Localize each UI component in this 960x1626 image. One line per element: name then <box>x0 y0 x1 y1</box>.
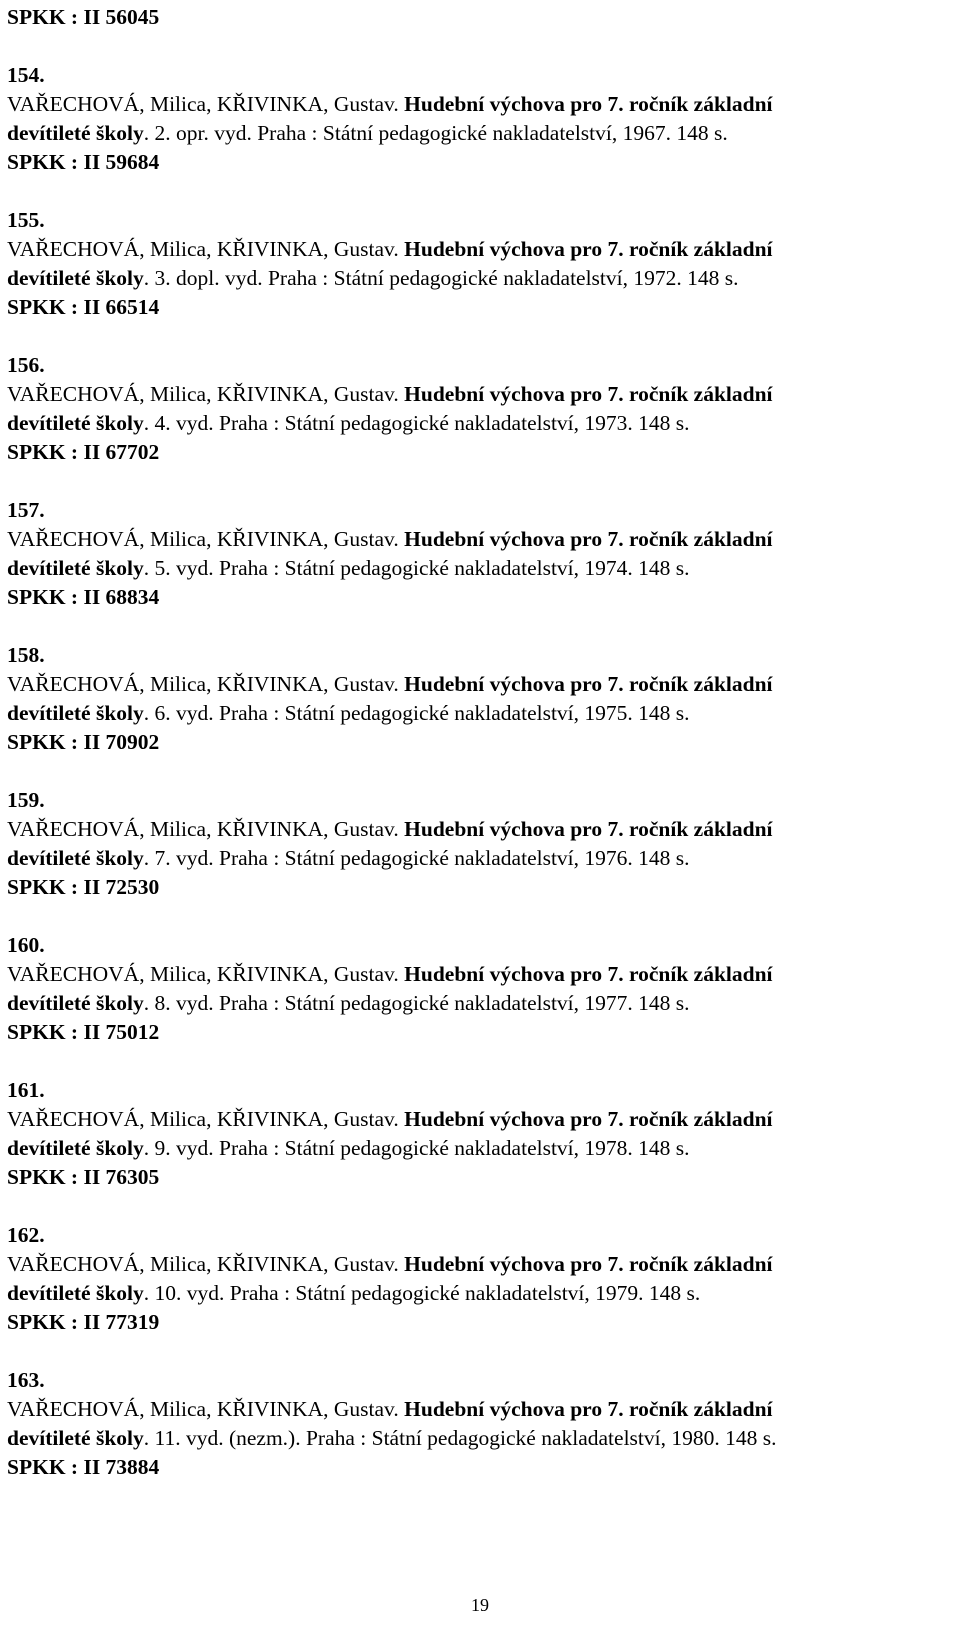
entry-shelfmark: SPKK : II 67702 <box>7 440 160 464</box>
entry-authors: VAŘECHOVÁ, Milica, KŘIVINKA, Gustav. <box>7 1397 399 1421</box>
entry-authors: VAŘECHOVÁ, Milica, KŘIVINKA, Gustav. <box>7 1252 399 1276</box>
entry-publication-line <box>7 1424 952 1453</box>
entry-authors: VAŘECHOVÁ, Milica, KŘIVINKA, Gustav. <box>7 817 399 841</box>
entry-shelfmark: SPKK : II 77319 <box>7 1310 160 1334</box>
entry-authors-title-line <box>7 525 952 554</box>
entry-shelfmark: SPKK : II 68834 <box>7 585 160 609</box>
bibliography-entry <box>7 1221 952 1337</box>
bibliography-entry <box>7 351 952 467</box>
entry-title: Hudební výchova pro 7. ročník základní <box>404 237 773 261</box>
entry-shelfmark: SPKK : II 72530 <box>7 875 160 899</box>
page-number: 19 <box>471 1595 489 1615</box>
bibliography-entry <box>7 786 952 902</box>
entry-publication-line <box>7 409 952 438</box>
entry-publication-line <box>7 1134 952 1163</box>
bibliography-entry <box>7 641 952 757</box>
entry-title: Hudební výchova pro 7. ročník základní <box>404 527 773 551</box>
entry-authors-title-line <box>7 1105 952 1134</box>
entry-authors: VAŘECHOVÁ, Milica, KŘIVINKA, Gustav. <box>7 962 399 986</box>
entry-publication-line <box>7 989 952 1018</box>
entry-shelfmark: SPKK : II 70902 <box>7 730 160 754</box>
entry-publication-line <box>7 1279 952 1308</box>
entry-number: 160. <box>7 933 45 957</box>
entry-number: 161. <box>7 1078 45 1102</box>
entry-title: Hudební výchova pro 7. ročník základní <box>404 962 773 986</box>
entry-shelfmark: SPKK : II 75012 <box>7 1020 160 1044</box>
entry-number: 163. <box>7 1368 45 1392</box>
entry-publication-details: . 4. vyd. Praha : Státní pedagogické nakladatelství, 1973. 148 s. <box>143 411 690 435</box>
entry-authors-title-line <box>7 960 952 989</box>
entry-title-continued: devítileté školy <box>7 121 144 145</box>
entry-publication-line <box>7 119 952 148</box>
entry-shelfmark: SPKK : II 73884 <box>7 1455 160 1479</box>
entry-authors-title-line <box>7 1250 952 1279</box>
bibliography-entry <box>7 61 952 177</box>
entry-shelfmark: SPKK : II 59684 <box>7 150 160 174</box>
bibliography-entry <box>7 1366 952 1482</box>
entry-title-continued: devítileté školy <box>7 556 144 580</box>
entry-publication-details: . 6. vyd. Praha : Státní pedagogické nakladatelství, 1975. 148 s. <box>143 701 690 725</box>
entry-title: Hudební výchova pro 7. ročník základní <box>404 1107 773 1131</box>
entry-authors: VAŘECHOVÁ, Milica, KŘIVINKA, Gustav. <box>7 527 399 551</box>
entry-number: 154. <box>7 63 45 87</box>
entry-title: Hudební výchova pro 7. ročník základní <box>404 92 773 116</box>
entry-number: 157. <box>7 498 45 522</box>
bibliography-entry <box>7 931 952 1047</box>
entry-title-continued: devítileté školy <box>7 701 144 725</box>
entry-publication-details: . 2. opr. vyd. Praha : Státní pedagogické nakladatelství, 1967. 148 s. <box>143 121 728 145</box>
bibliography-entry <box>7 1076 952 1192</box>
entry-shelfmark: SPKK : II 76305 <box>7 1165 160 1189</box>
entry-title-continued: devítileté školy <box>7 1136 144 1160</box>
entry-publication-details: . 3. dopl. vyd. Praha : Státní pedagogické nakladatelství, 1972. 148 s. <box>143 266 739 290</box>
entry-publication-details: . 7. vyd. Praha : Státní pedagogické nakladatelství, 1976. 148 s. <box>143 846 690 870</box>
entry-authors: VAŘECHOVÁ, Milica, KŘIVINKA, Gustav. <box>7 1107 399 1131</box>
entry-authors: VAŘECHOVÁ, Milica, KŘIVINKA, Gustav. <box>7 237 399 261</box>
entry-number: 155. <box>7 208 45 232</box>
entry-publication-details: . 9. vyd. Praha : Státní pedagogické nakladatelství, 1978. 148 s. <box>143 1136 690 1160</box>
entry-title-continued: devítileté školy <box>7 991 144 1015</box>
bibliography-entry <box>7 206 952 322</box>
entry-publication-details: . 5. vyd. Praha : Státní pedagogické nakladatelství, 1974. 148 s. <box>143 556 690 580</box>
entry-authors-title-line <box>7 380 952 409</box>
entry-authors-title-line <box>7 670 952 699</box>
bibliography-entry <box>7 496 952 612</box>
bibliography-list <box>7 3 952 1482</box>
entry-number: 159. <box>7 788 45 812</box>
entry-publication-details: . 8. vyd. Praha : Státní pedagogické nakladatelství, 1977. 148 s. <box>143 991 690 1015</box>
entry-authors-title-line <box>7 815 952 844</box>
entry-publication-line <box>7 844 952 873</box>
entry-title: Hudební výchova pro 7. ročník základní <box>404 1397 773 1421</box>
entry-authors-title-line <box>7 1395 952 1424</box>
entry-publication-details: . 11. vyd. (nezm.). Praha : Státní pedagogické nakladatelství, 1980. 148 s. <box>143 1426 777 1450</box>
entry-publication-details: . 10. vyd. Praha : Státní pedagogické nakladatelství, 1979. 148 s. <box>143 1281 701 1305</box>
entry-title-continued: devítileté školy <box>7 411 144 435</box>
entry-title: Hudební výchova pro 7. ročník základní <box>404 672 773 696</box>
entry-number: 158. <box>7 643 45 667</box>
entry-title-continued: devítileté školy <box>7 1426 144 1450</box>
entry-title: Hudební výchova pro 7. ročník základní <box>404 817 773 841</box>
entry-title-continued: devítileté školy <box>7 1281 144 1305</box>
entry-authors-title-line <box>7 235 952 264</box>
entry-number: 162. <box>7 1223 45 1247</box>
entry-authors: VAŘECHOVÁ, Milica, KŘIVINKA, Gustav. <box>7 382 399 406</box>
entry-publication-line <box>7 699 952 728</box>
entry-shelfmark: SPKK : II 66514 <box>7 295 160 319</box>
entry-authors: VAŘECHOVÁ, Milica, KŘIVINKA, Gustav. <box>7 672 399 696</box>
entry-authors-title-line <box>7 90 952 119</box>
shelfmark-continued: SPKK : II 56045 <box>7 5 160 29</box>
entry-title-continued: devítileté školy <box>7 266 144 290</box>
entry-publication-line <box>7 264 952 293</box>
entry-authors: VAŘECHOVÁ, Milica, KŘIVINKA, Gustav. <box>7 92 399 116</box>
entry-title: Hudební výchova pro 7. ročník základní <box>404 382 773 406</box>
entry-title: Hudební výchova pro 7. ročník základní <box>404 1252 773 1276</box>
entry-title-continued: devítileté školy <box>7 846 144 870</box>
entry-publication-line <box>7 554 952 583</box>
entries-container <box>7 61 952 1482</box>
entry-number: 156. <box>7 353 45 377</box>
